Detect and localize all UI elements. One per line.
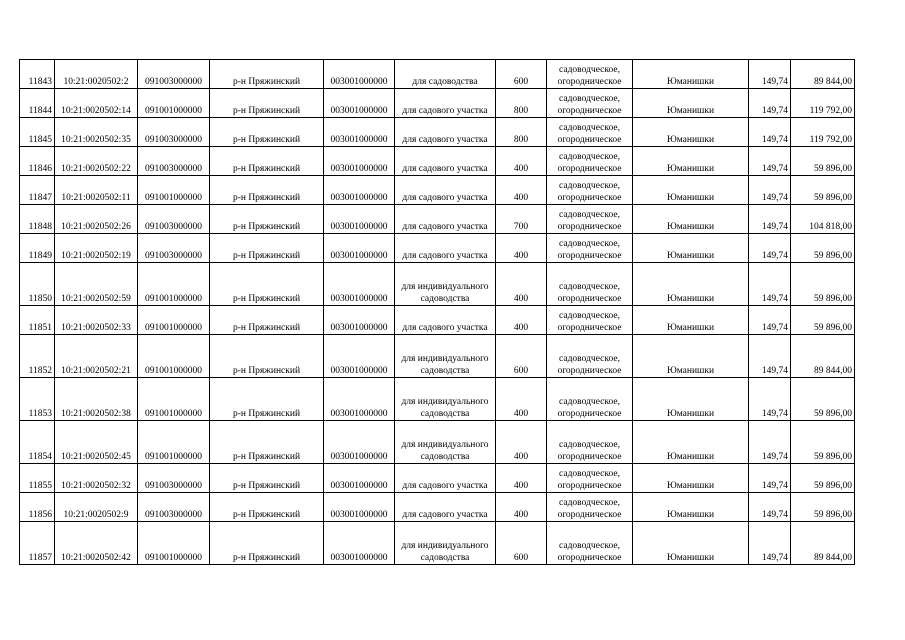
cadastral-value-cell: 89 844,00 [791,60,855,89]
permitted-use-cell: для садового участка [395,493,496,522]
cadastral-value-cell: 59 896,00 [791,306,855,335]
permitted-use-cell: для садового участка [395,89,496,118]
table-row [20,234,855,263]
cadastral-number-cell: 10:21:0020502:59 [55,263,138,306]
land-category-cell: садоводческое, огородническое [547,89,633,118]
cadastral-number-cell: 10:21:0020502:22 [55,147,138,176]
area-cell: 600 [496,522,547,565]
cadastral-value-cell: 59 896,00 [791,176,855,205]
land-category-cell: садоводческое, огородническое [547,306,633,335]
oktmo-code-cell: 003001000000 [324,464,395,493]
row-number-cell: 11846 [20,147,55,176]
cadastral-number-cell: 10:21:0020502:35 [55,118,138,147]
district-cell: р-н Пряжинский [210,306,324,335]
rate-cell: 149,74 [749,421,791,464]
rate-cell: 149,74 [749,89,791,118]
district-cell: р-н Пряжинский [210,421,324,464]
okato-code-cell: 091001000000 [138,176,210,205]
table-row [20,89,855,118]
rate-cell: 149,74 [749,263,791,306]
land-category-cell: садоводческое, огородническое [547,147,633,176]
okato-code-cell: 091003000000 [138,493,210,522]
table-body [20,60,855,565]
table-row [20,118,855,147]
rate-cell: 149,74 [749,205,791,234]
okato-code-cell: 091001000000 [138,263,210,306]
table-row [20,176,855,205]
rate-cell: 149,74 [749,522,791,565]
row-number-cell: 11851 [20,306,55,335]
rate-cell: 149,74 [749,147,791,176]
district-cell: р-н Пряжинский [210,205,324,234]
area-cell: 400 [496,464,547,493]
okato-code-cell: 091001000000 [138,421,210,464]
cadastral-value-cell: 59 896,00 [791,378,855,421]
permitted-use-cell: для садового участка [395,306,496,335]
table-row [20,378,855,421]
row-number-cell: 11854 [20,421,55,464]
okato-code-cell: 091001000000 [138,522,210,565]
cadastral-value-cell: 119 792,00 [791,118,855,147]
oktmo-code-cell: 003001000000 [324,205,395,234]
permitted-use-cell: для индивидуального садоводства [395,421,496,464]
okato-code-cell: 091003000000 [138,118,210,147]
cadastral-value-cell: 59 896,00 [791,234,855,263]
locality-cell: Юманишки [633,421,749,464]
cadastral-value-cell: 119 792,00 [791,89,855,118]
area-cell: 400 [496,421,547,464]
area-cell: 700 [496,205,547,234]
row-number-cell: 11847 [20,176,55,205]
locality-cell: Юманишки [633,464,749,493]
locality-cell: Юманишки [633,147,749,176]
district-cell: р-н Пряжинский [210,493,324,522]
land-category-cell: садоводческое, огородническое [547,493,633,522]
permitted-use-cell: для садового участка [395,147,496,176]
cadastral-value-cell: 59 896,00 [791,421,855,464]
district-cell: р-н Пряжинский [210,60,324,89]
rate-cell: 149,74 [749,306,791,335]
land-category-cell: садоводческое, огородническое [547,335,633,378]
district-cell: р-н Пряжинский [210,464,324,493]
table-row [20,464,855,493]
table-row [20,421,855,464]
permitted-use-cell: для садового участка [395,234,496,263]
locality-cell: Юманишки [633,378,749,421]
area-cell: 800 [496,89,547,118]
permitted-use-cell: для садового участка [395,464,496,493]
rate-cell: 149,74 [749,60,791,89]
district-cell: р-н Пряжинский [210,118,324,147]
district-cell: р-н Пряжинский [210,335,324,378]
locality-cell: Юманишки [633,306,749,335]
table-row [20,263,855,306]
locality-cell: Юманишки [633,118,749,147]
land-category-cell: садоводческое, огородническое [547,234,633,263]
area-cell: 400 [496,147,547,176]
area-cell: 800 [496,118,547,147]
locality-cell: Юманишки [633,176,749,205]
permitted-use-cell: для индивидуального садоводства [395,335,496,378]
oktmo-code-cell: 003001000000 [324,421,395,464]
district-cell: р-н Пряжинский [210,234,324,263]
area-cell: 400 [496,378,547,421]
cadastral-number-cell: 10:21:0020502:33 [55,306,138,335]
oktmo-code-cell: 003001000000 [324,60,395,89]
cadastral-number-cell: 10:21:0020502:42 [55,522,138,565]
area-cell: 600 [496,335,547,378]
okato-code-cell: 091003000000 [138,205,210,234]
cadastral-number-cell: 10:21:0020502:32 [55,464,138,493]
area-cell: 400 [496,306,547,335]
table-row [20,147,855,176]
row-number-cell: 11853 [20,378,55,421]
cadastral-value-cell: 89 844,00 [791,522,855,565]
locality-cell: Юманишки [633,493,749,522]
cadastral-number-cell: 10:21:0020502:38 [55,378,138,421]
oktmo-code-cell: 003001000000 [324,147,395,176]
oktmo-code-cell: 003001000000 [324,234,395,263]
cadastral-value-cell: 104 818,00 [791,205,855,234]
cadastral-value-cell: 59 896,00 [791,147,855,176]
locality-cell: Юманишки [633,60,749,89]
rate-cell: 149,74 [749,176,791,205]
area-cell: 400 [496,234,547,263]
oktmo-code-cell: 003001000000 [324,263,395,306]
permitted-use-cell: для садоводства [395,60,496,89]
okato-code-cell: 091003000000 [138,464,210,493]
table-row [20,493,855,522]
cadastral-number-cell: 10:21:0020502:11 [55,176,138,205]
land-category-cell: садоводческое, огородническое [547,205,633,234]
locality-cell: Юманишки [633,89,749,118]
land-category-cell: садоводческое, огородническое [547,464,633,493]
row-number-cell: 11845 [20,118,55,147]
row-number-cell: 11850 [20,263,55,306]
permitted-use-cell: для индивидуального садоводства [395,378,496,421]
oktmo-code-cell: 003001000000 [324,306,395,335]
district-cell: р-н Пряжинский [210,147,324,176]
cadastral-value-cell: 59 896,00 [791,464,855,493]
district-cell: р-н Пряжинский [210,263,324,306]
land-category-cell: садоводческое, огородническое [547,60,633,89]
row-number-cell: 11855 [20,464,55,493]
cadastral-number-cell: 10:21:0020502:21 [55,335,138,378]
rate-cell: 149,74 [749,378,791,421]
land-category-cell: садоводческое, огородническое [547,176,633,205]
okato-code-cell: 091003000000 [138,234,210,263]
cadastral-number-cell: 10:21:0020502:19 [55,234,138,263]
area-cell: 400 [496,493,547,522]
district-cell: р-н Пряжинский [210,176,324,205]
permitted-use-cell: для садового участка [395,205,496,234]
cadastral-number-cell: 10:21:0020502:26 [55,205,138,234]
locality-cell: Юманишки [633,205,749,234]
permitted-use-cell: для садового участка [395,176,496,205]
okato-code-cell: 091003000000 [138,60,210,89]
cadastral-value-cell: 59 896,00 [791,493,855,522]
rate-cell: 149,74 [749,493,791,522]
oktmo-code-cell: 003001000000 [324,378,395,421]
oktmo-code-cell: 003001000000 [324,493,395,522]
row-number-cell: 11849 [20,234,55,263]
cadastral-number-cell: 10:21:0020502:14 [55,89,138,118]
table-row [20,205,855,234]
area-cell: 400 [496,263,547,306]
row-number-cell: 11856 [20,493,55,522]
table-row [20,306,855,335]
okato-code-cell: 091001000000 [138,306,210,335]
locality-cell: Юманишки [633,234,749,263]
table-row [20,335,855,378]
row-number-cell: 11848 [20,205,55,234]
cadastral-value-cell: 59 896,00 [791,263,855,306]
okato-code-cell: 091001000000 [138,335,210,378]
rate-cell: 149,74 [749,464,791,493]
locality-cell: Юманишки [633,522,749,565]
land-category-cell: садоводческое, огородническое [547,522,633,565]
oktmo-code-cell: 003001000000 [324,522,395,565]
oktmo-code-cell: 003001000000 [324,118,395,147]
land-registry-table [19,59,855,565]
locality-cell: Юманишки [633,335,749,378]
row-number-cell: 11844 [20,89,55,118]
land-category-cell: садоводческое, огородническое [547,263,633,306]
permitted-use-cell: для индивидуального садоводства [395,522,496,565]
permitted-use-cell: для садового участка [395,118,496,147]
permitted-use-cell: для индивидуального садоводства [395,263,496,306]
locality-cell: Юманишки [633,263,749,306]
rate-cell: 149,74 [749,234,791,263]
district-cell: р-н Пряжинский [210,378,324,421]
cadastral-value-cell: 89 844,00 [791,335,855,378]
okato-code-cell: 091003000000 [138,147,210,176]
land-category-cell: садоводческое, огородническое [547,378,633,421]
rate-cell: 149,74 [749,118,791,147]
oktmo-code-cell: 003001000000 [324,335,395,378]
table-row [20,522,855,565]
cadastral-number-cell: 10:21:0020502:45 [55,421,138,464]
oktmo-code-cell: 003001000000 [324,176,395,205]
district-cell: р-н Пряжинский [210,89,324,118]
okato-code-cell: 091001000000 [138,378,210,421]
row-number-cell: 11857 [20,522,55,565]
area-cell: 600 [496,60,547,89]
row-number-cell: 11843 [20,60,55,89]
land-category-cell: садоводческое, огородническое [547,421,633,464]
cadastral-number-cell: 10:21:0020502:9 [55,493,138,522]
district-cell: р-н Пряжинский [210,522,324,565]
land-category-cell: садоводческое, огородническое [547,118,633,147]
cadastral-number-cell: 10:21:0020502:2 [55,60,138,89]
area-cell: 400 [496,176,547,205]
rate-cell: 149,74 [749,335,791,378]
okato-code-cell: 091001000000 [138,89,210,118]
table-row [20,60,855,89]
row-number-cell: 11852 [20,335,55,378]
oktmo-code-cell: 003001000000 [324,89,395,118]
